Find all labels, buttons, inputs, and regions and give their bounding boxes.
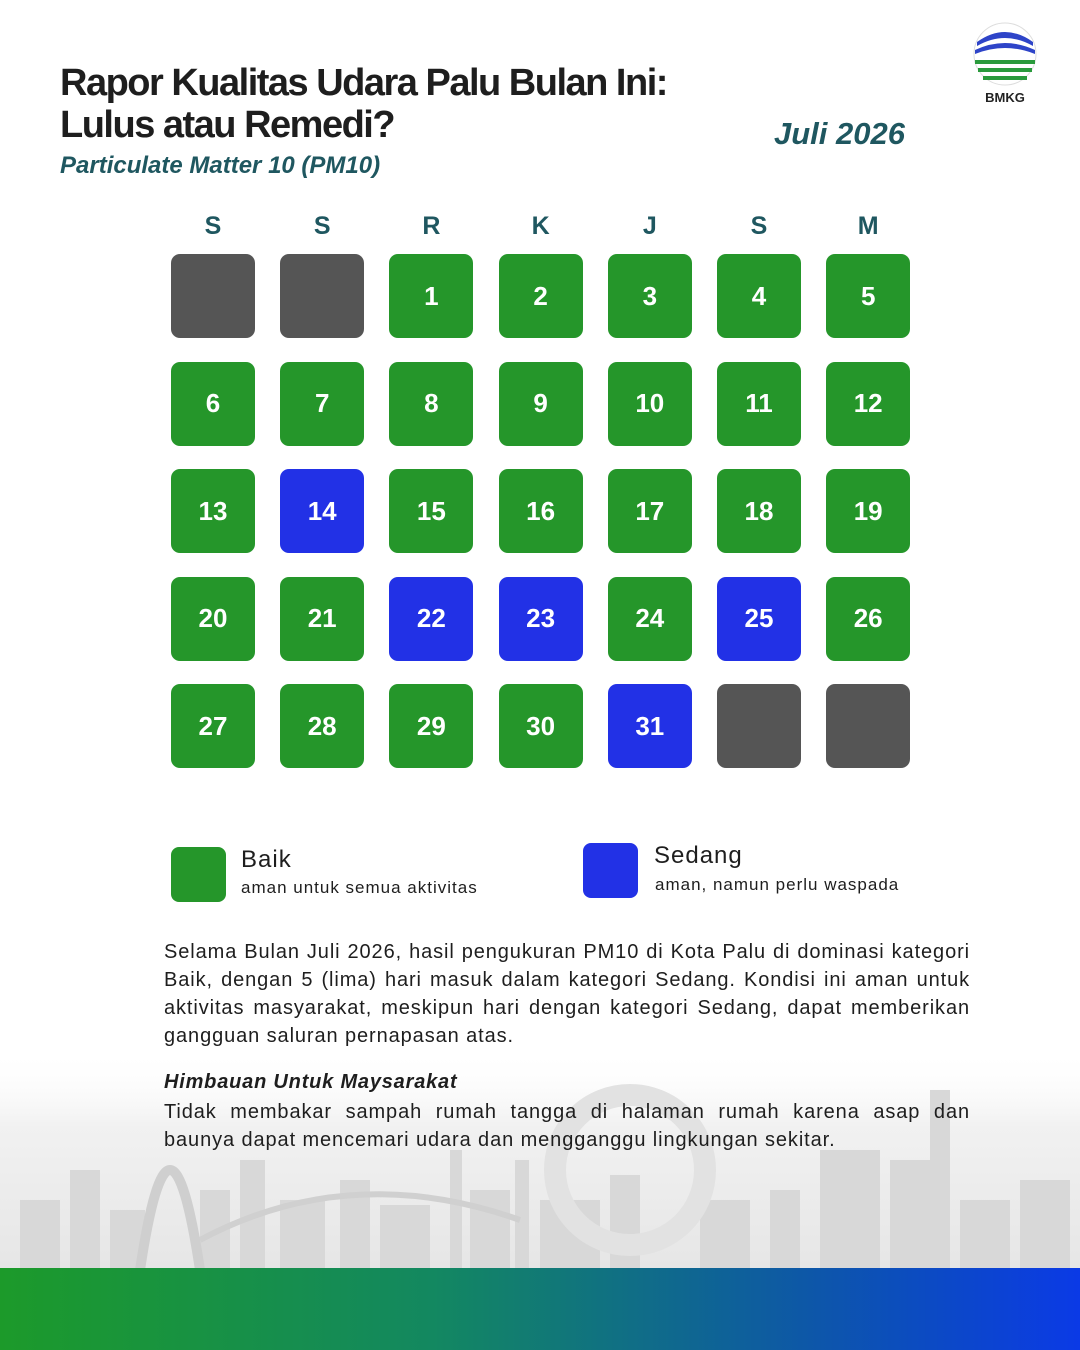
footer-gradient-bar [0, 1268, 1080, 1350]
weekday-label: S [204, 212, 222, 240]
legend-sedang-description: aman, namun perlu waspada [655, 875, 900, 894]
calendar-day-cell: 29 [389, 684, 473, 768]
calendar-day-cell: 22 [389, 577, 473, 661]
logo-text: BMKG [985, 90, 1025, 105]
calendar-day-cell: 24 [608, 577, 692, 661]
calendar-day-cell: 18 [717, 469, 801, 553]
weekday-label: S [750, 212, 768, 240]
legend-baik-label: Baik [241, 846, 292, 873]
weekday-label: J [642, 212, 657, 240]
calendar-day-cell: 2 [499, 254, 583, 338]
page-title: Rapor Kualitas Udara Palu Bulan Ini: Lulus atau Remedi? [60, 62, 667, 146]
calendar-empty-cell [280, 254, 364, 338]
weekday-label: S [313, 212, 331, 240]
page-subtitle: Particulate Matter 10 (PM10) [60, 152, 381, 179]
calendar-day-cell: 9 [499, 362, 583, 446]
legend-sedang-label: Sedang [654, 842, 743, 869]
calendar-day-cell: 5 [826, 254, 910, 338]
calendar-empty-cell [171, 254, 255, 338]
calendar-day-cell: 1 [389, 254, 473, 338]
legend-sedang-swatch [583, 843, 638, 898]
city-skyline-illustration [0, 1050, 1080, 1270]
calendar-day-cell: 19 [826, 469, 910, 553]
calendar-day-cell: 27 [171, 684, 255, 768]
calendar-day-cell: 20 [171, 577, 255, 661]
calendar-grid [171, 254, 909, 768]
calendar-empty-cell [826, 684, 910, 768]
calendar-day-cell: 8 [389, 362, 473, 446]
calendar-day-cell: 26 [826, 577, 910, 661]
weekday-label: R [422, 212, 441, 240]
calendar-day-cell: 28 [280, 684, 364, 768]
calendar-day-cell: 3 [608, 254, 692, 338]
calendar-day-cell: 21 [280, 577, 364, 661]
legend-baik-description: aman untuk semua aktivitas [241, 878, 478, 897]
weekday-label: K [531, 212, 550, 240]
calendar-day-cell: 23 [499, 577, 583, 661]
calendar-day-cell: 13 [171, 469, 255, 553]
calendar-day-cell: 30 [499, 684, 583, 768]
weekday-label: M [857, 212, 879, 240]
calendar-empty-cell [717, 684, 801, 768]
calendar-day-cell: 14 [280, 469, 364, 553]
calendar-day-cell: 15 [389, 469, 473, 553]
bmkg-logo-icon [969, 20, 1041, 90]
calendar-day-cell: 25 [717, 577, 801, 661]
legend-baik-swatch [171, 847, 226, 902]
calendar-day-cell: 7 [280, 362, 364, 446]
month-label: Juli 2026 [774, 116, 905, 151]
weekday-header [171, 212, 909, 244]
calendar-day-cell: 17 [608, 469, 692, 553]
calendar-day-cell: 16 [499, 469, 583, 553]
advice-title: Himbauan Untuk Maysarakat [164, 1071, 458, 1093]
summary-paragraph: Selama Bulan Juli 2026, hasil pengukuran PM10 di Kota Palu di dominasi kategori Baik, dengan 5 (lima) hari masuk dalam kategori Sedang. Kondisi ini aman untuk aktivitas masyarakat, meskipun hari dengan kategori Sedang, dapat memberikan gangguan saluran pernapasan atas. [164, 941, 970, 1047]
calendar-day-cell: 31 [608, 684, 692, 768]
calendar-day-cell: 10 [608, 362, 692, 446]
calendar-day-cell: 4 [717, 254, 801, 338]
calendar-day-cell: 11 [717, 362, 801, 446]
calendar-day-cell: 6 [171, 362, 255, 446]
advice-text: Tidak membakar sampah rumah tangga di halaman rumah karena asap dan baunya dapat mencemari udara dan mengganggu lingkungan sekitar. [164, 1101, 970, 1151]
bmkg-logo [969, 20, 1041, 106]
calendar-day-cell: 12 [826, 362, 910, 446]
